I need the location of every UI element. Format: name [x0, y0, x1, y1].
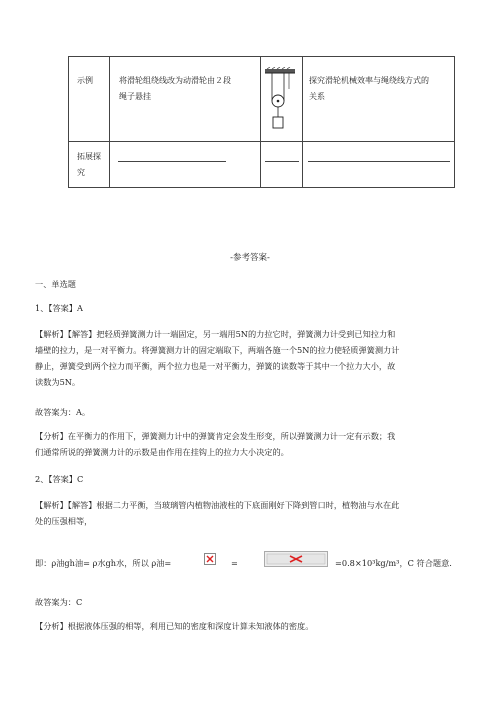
- answer-blank: [308, 161, 450, 162]
- q1-answer: 1、【答案】A: [35, 303, 83, 313]
- table-row-divider: [69, 141, 454, 142]
- row1-method-line2: 绳子悬挂: [119, 92, 151, 101]
- row1-label: 示例: [77, 76, 93, 85]
- row2-label: [77, 149, 101, 181]
- row1-method-line1: 将滑轮组绕线改为动滑轮由２段: [119, 76, 231, 85]
- q2-answer: 2、【答案】C: [35, 474, 84, 484]
- q1-analysis-line: 墙壁的拉力，是一对平衡力。将弹簧测力计的固定端取下，两端各施一个5N的拉力使轻质弹簧测力计: [35, 345, 400, 355]
- q2-analysis-line: 处的压强相等，: [35, 516, 93, 526]
- table-col-divider: [302, 57, 303, 187]
- pulley-diagram-icon: [262, 67, 300, 137]
- q1-conclusion: 故答案为：A。: [35, 407, 91, 417]
- q2-conclusion: 故答案为：C: [35, 597, 83, 607]
- answer-blank: [118, 161, 226, 162]
- q1-fenxi-line: 【分析】在平衡力的作用下，弹簧测力计中的弹簧肯定会发生形变，所以弹簧测力计一定有示数；我: [35, 431, 396, 441]
- row1-goal-line1: 探究滑轮机械效率与绳绕线方式的: [309, 76, 429, 85]
- q1-analysis-line: 读数为5N。: [35, 377, 81, 387]
- row2-label-line2: 究: [77, 168, 85, 177]
- q2-analysis-line: 【解析】【解答】根据二力平衡，当玻璃管内植物油液柱的下底面刚好下降到管口时，植物油与水在此: [35, 500, 400, 510]
- q1-analysis-line: 静止，弹簧受到两个拉力而平衡，两个拉力也是一对平衡力，弹簧的读数等于其中一个拉力大小，故: [35, 361, 396, 371]
- answers-title: -参考答案-: [230, 253, 270, 263]
- table-col-divider: [109, 57, 110, 187]
- row2-label-line1: 拓展探: [77, 152, 101, 161]
- q2-fenxi: 【分析】根据液体压强的相等，利用已知的密度和深度计算未知液体的密度。: [35, 621, 314, 631]
- q1-analysis: [35, 326, 465, 390]
- q1-fenxi: [35, 428, 465, 460]
- row1-method: [119, 73, 259, 105]
- broken-image-icon: [264, 551, 328, 567]
- table-col-divider: [260, 57, 261, 187]
- q2-analysis: [35, 497, 465, 529]
- q2-formula-equals: =: [231, 558, 238, 568]
- experiment-table: [68, 56, 455, 188]
- q1-analysis-line: 【解析】【解答】把轻质弹簧测力计一端固定，另一端用5N的力拉它时，弹簧测力计受到已知拉力和: [35, 329, 396, 339]
- q2-formula-left: 即：ρ油gh油= ρ水gh水，所以 ρ油=: [35, 558, 172, 568]
- section-heading: 一、单选题: [35, 279, 76, 289]
- q2-formula-result: =0.8×10³kg/m³，C 符合题意.: [335, 558, 452, 568]
- row1-goal-line2: 关系: [309, 92, 325, 101]
- q1-fenxi-line: 们通常所说的弹簧测力计的示数是由作用在挂钩上的拉力大小决定的。: [35, 447, 289, 457]
- broken-image-icon: [204, 553, 216, 565]
- row1-goal: [309, 73, 454, 105]
- answer-blank: [265, 161, 299, 162]
